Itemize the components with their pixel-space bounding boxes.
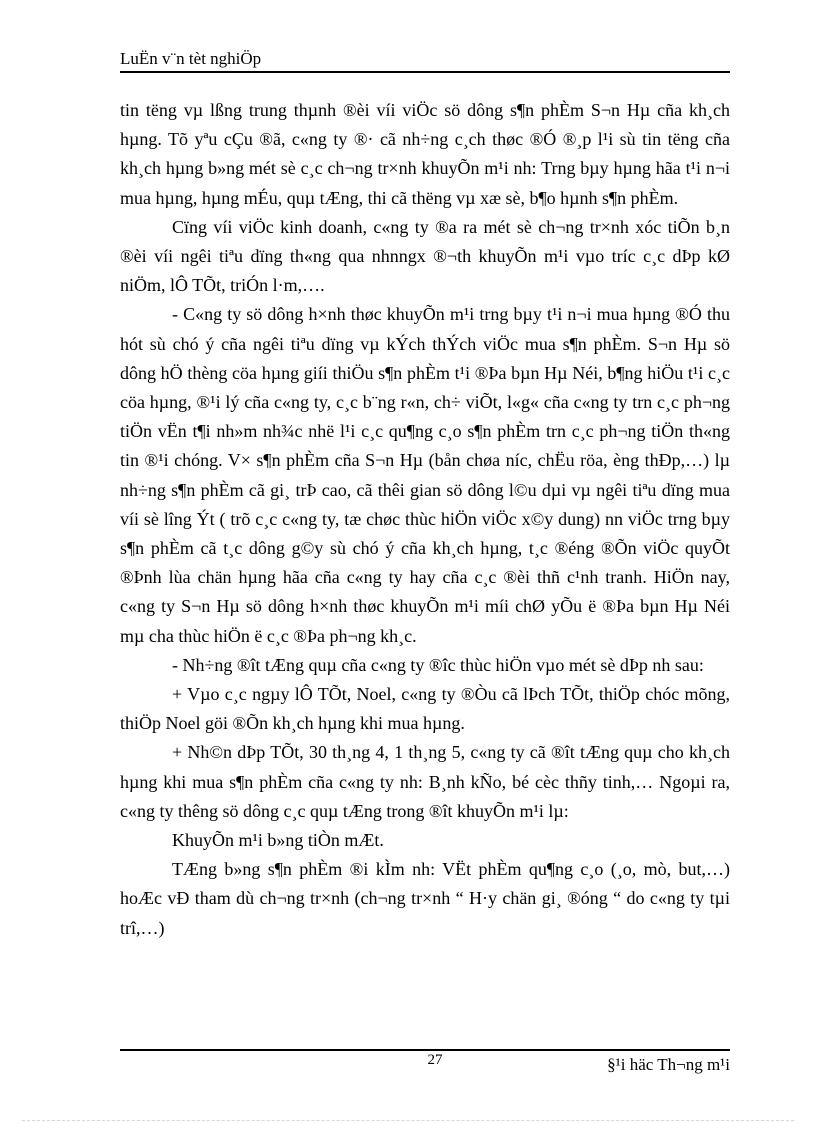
page-edge-divider [22,1120,794,1121]
footer-school: §¹i häc Th¬ng m¹i [607,1055,730,1074]
paragraph: TÆng b»ng s¶n phÈm ®i kÌm nh: VËt phÈm qu¶ng c¸o (¸o, mò, but,…) hoÆc vÐ tham dù ch¬ng tr×nh (ch¬ng tr×nh “ H·y chän gi¸ ®óng “ do c«ng ty tµi trî,…) [120,859,730,938]
footer-divider [120,1049,730,1051]
paragraph: - Nh÷ng ®ît tÆng quµ cña c«ng ty ®îc thùc hiÖn vµo mét sè dÞp nh sau: [172,654,704,675]
document-body [120,96,730,943]
paragraph: tin tëng vµ lßng trung thµnh ®èi víi viÖc sö dông s¶n phÈm S¬n Hµ cña kh¸ch hµng. Tõ yªu cÇu ®ã, c«ng ty ®· cã nh÷ng c¸ch thøc ®Ó ®¸p l¹i sù tin tëng cña kh¸ch hµng b»ng mét sè c¸c ch¬ng tr×nh khuyÕn m¹i nh: Trng bµy hµng hãa t¹i n¬i mua hµng, hµng mÉu, quµ tÆng, thi cã thëng vµ xæ sè, b¶o hµnh s¶n phÈm. [120,100,730,208]
paragraph: + Vµo c¸c ngµy lÔ TÕt, Noel, c«ng ty ®Òu cã lÞch TÕt, thiÖp chóc mõng, thiÖp Noel göi ®Õn kh¸ch hµng khi mua hµng. [120,684,730,734]
page-number: 27 [427,1052,443,1068]
paragraph: KhuyÕn m¹i b»ng tiÒn mÆt. [172,830,384,851]
page-header [120,48,730,70]
header-divider [120,71,730,73]
paragraph: + Nh©n dÞp TÕt, 30 th¸ng 4, 1 th¸ng 5, c«ng ty cã ®ît tÆng quµ cho kh¸ch hµng khi mua s¶n phÈm cña c«ng ty nh: B¸nh kÑo, bé cèc thñy tinh,… Ngoµi ra, c«ng ty thêng sö dông c¸c quµ tÆng trong ®ît khuyÕn m¹i lµ: [120,742,730,821]
paragraph: Cïng víi viÖc kinh doanh, c«ng ty ®a ra mét sè ch¬ng tr×nh xóc tiÕn b¸n ®èi víi ngêi tiªu dïng th«ng qua nhnngx ®¬th khuyÕn m¹i vµo tríc c¸c dÞp kØ niÖm, lÔ TÕt, triÓn l·m,…. [120,216,730,296]
paragraph: - C«ng ty sö dông h×nh thøc khuyÕn m¹i trng bµy t¹i n¬i mua hµng ®Ó thu hót sù chó ý cña ngêi tiªu dïng vµ kÝch thÝch viÖc mua s¶n phÈm. S¬n Hµ sö dông hÖ thèng cöa hµng giíi thiÖu s¶n phÈm t¹i ®Þa bµn Hµ Néi, b¶ng hiÖu t¹i c¸c cöa hµng, ®¹i lý cña c«ng ty, c¸c b¨ng r«n, ch÷ viÕt, l«g« cña c«ng ty trn c¸c ph¬ng tiÖn vËn t¶i nh»m nh¾c nhë l¹i c¸c qu¶ng c¸o s¶n phÈm trn c¸c ph¬ng tiÖn th«ng tin ®¹i chóng. V× s¶n phÈm cña S¬n Hµ (bån chøa níc, chËu röa, èng thÐp,…) lµ nh÷ng s¶n phÈm cã gi¸ trÞ cao, cã thêi gian sö dông l©u dµi vµ ngêi tiªu dïng mua víi sè lîng Ýt ( trõ c¸c c«ng ty, tæ chøc thùc hiÖn viÖc x©y dung) nn viÖc trng bµy s¶n phÈm cã t¸c dông g©y sù chó ý cña kh¸ch hµng, t¸c ®éng ®Õn viÖc quyÕt ®Þnh lùa chän hµng hãa cña c«ng ty hay cña c¸c ®èi thñ c¹nh tranh. HiÖn nay, c«ng ty S¬n Hµ sö dông h×nh thøc khuyÕn m¹i míi chØ yÕu ë ®Þa bµn Hµ Néi mµ cha thùc hiÖn ë c¸c ®Þa ph¬ng kh¸c. [120,304,730,646]
header-title: LuËn v¨n tèt nghiÖp [120,49,262,68]
